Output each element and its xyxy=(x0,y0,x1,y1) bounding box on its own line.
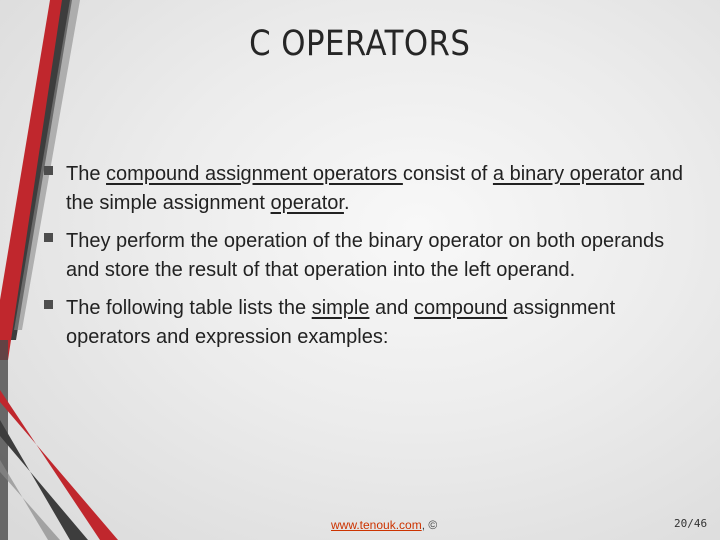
bullet-item xyxy=(44,160,684,218)
bullet-item xyxy=(44,294,684,352)
bullet-text: consist of xyxy=(402,163,493,185)
bullet-item xyxy=(44,227,684,285)
bullet-text: and the simple assignment xyxy=(66,163,684,214)
bullet-text: assignment operators and expression examples: xyxy=(66,297,616,348)
bullet-text-underlined: operator xyxy=(270,192,344,214)
bullet-text: and xyxy=(369,297,414,319)
bullet-text: The xyxy=(66,163,107,185)
footer-link[interactable]: www.tenouk.com xyxy=(331,518,422,532)
footer xyxy=(331,518,437,532)
bullet-square-icon xyxy=(44,300,53,309)
page-number: 20/46 xyxy=(674,517,708,530)
bullet-text-underlined: a binary operator xyxy=(492,163,645,185)
bullet-square-icon xyxy=(44,233,53,242)
bullet-text-underlined: simple xyxy=(311,297,370,319)
bullet-text-underlined: compound xyxy=(413,297,508,319)
bullet-text: The following table lists the xyxy=(66,297,312,319)
footer-copyright: , © xyxy=(421,518,438,532)
bullet-text-underlined: compound assignment operators xyxy=(106,163,403,185)
bullet-list xyxy=(44,160,684,361)
bullet-text: . xyxy=(343,192,350,214)
slide-title: C OPERATORS xyxy=(249,24,471,64)
bullet-square-icon xyxy=(44,166,53,175)
bullet-text: They perform the operation of the binary operator on both operands and store the result of that operation into the left operand. xyxy=(66,230,665,281)
